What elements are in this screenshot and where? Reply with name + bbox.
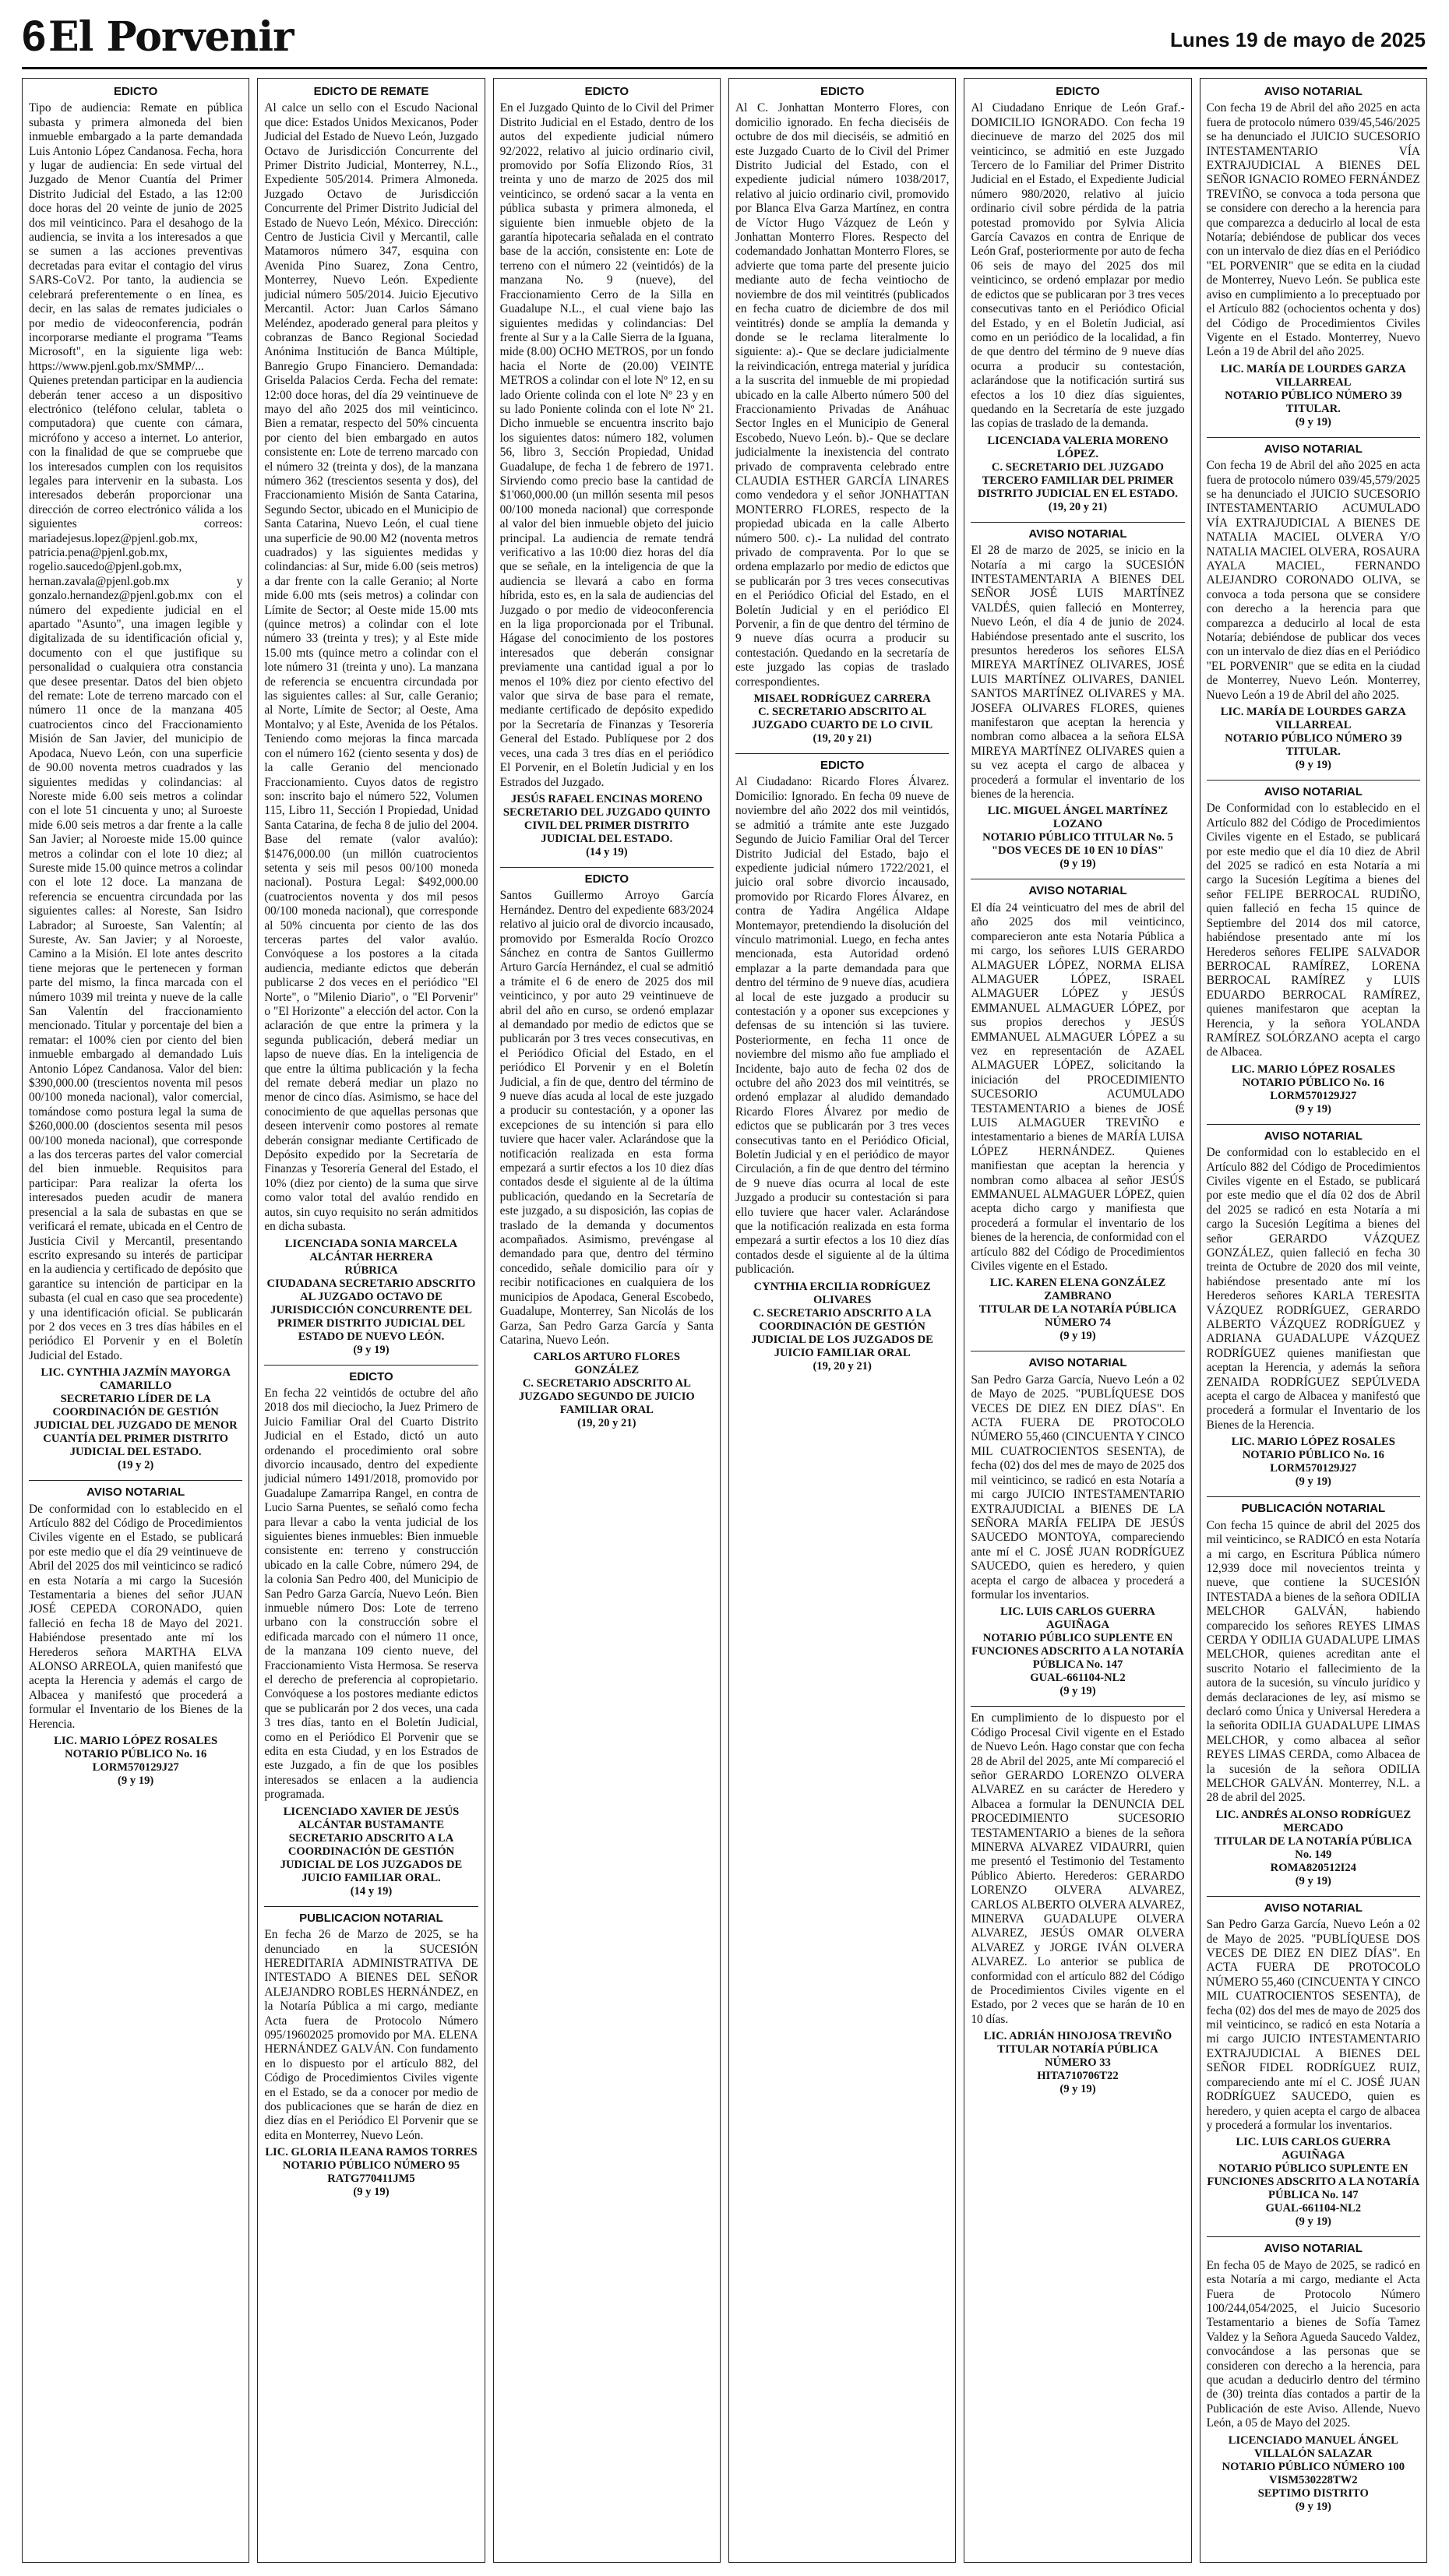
- signature-line: (9 y 19): [118, 1774, 154, 1788]
- notice-body: Al Ciudadano Enrique de León Graf.- DOMICILIO IGNORADO. Con fecha 19 diecinueve de marzo del 2025 dos mil veinticinco, se admitió en este Juzgado Tercero de lo Familiar del Primer Distrito Judicial en el Estado, el Expediente Judicial número 980/2020, relativo al juicio ordinario civil sobre pérdida de la patria potestad promovido por Sylvia Alicia García Cavazos en contra de Enrique de León Graf, posteriormente por auto de fecha 06 seis de mayo del 2025 dos mil veinticinco, se ordenó emplazar por medio de edictos que se publicaran por 3 tres veces consecutivas tanto en el Periódico Oficial del Estado, y en el Boletín Judicial, así como en un periódico de la localidad, a fin de que dentro del término de 9 nueve días ocurra a producir su contestación, aclarándose que la notificación surtirá sus efectos a los 10 diez días siguientes, quedando en la Secretaría de este juzgado las copias de traslado de la demanda.: [971, 101, 1185, 431]
- notice-title: EDICTO: [584, 85, 629, 98]
- signature-line: LIC. MARÍA DE LOURDES GARZA VILLARREAL: [1220, 362, 1406, 389]
- signature-line: RÚBRICA: [344, 1263, 398, 1277]
- signature-line: LIC. CYNTHIA JAZMÍN MAYORGA CAMARILLO: [41, 1366, 231, 1393]
- signature-line: (9 y 19): [1295, 1874, 1331, 1887]
- notice: [29, 1485, 242, 1788]
- signature-line: NOTARIO PÚBLICO NÚMERO 39: [1225, 389, 1402, 402]
- notice-signature: [971, 805, 1184, 871]
- notice-title: AVISO NOTARIAL: [1028, 884, 1127, 898]
- notice-title: AVISO NOTARIAL: [1264, 85, 1363, 98]
- notice-signature: [1207, 706, 1420, 772]
- signature-line: VISM530228TW2: [1269, 2473, 1358, 2486]
- newspaper-name: El Porvenir: [48, 13, 294, 61]
- signature-line: CARLOS ARTURO FLORES GONZÁLEZ: [533, 1351, 681, 1377]
- column-4: [728, 78, 956, 2563]
- notice-signature: [735, 692, 949, 745]
- notice-body: De Conformidad con lo establecido en el Artículo 882 del Código de Procedimientos Civiles vigente en el Estado, se publicará por este medio que el día 10 diez de Abril del 2025 se radicó en esta Notaría a mi cargo la Sucesión Legítima a bienes del señor FELIPE BERROCAL RUDIÑO, quien falleció en fecha 15 quince de Septiembre del 2014 dos mil catorce, habiéndose presentado ante mí los Herederos señores FELIPE SALVADOR BERROCAL RAMÍREZ, LORENA BERROCAL RAMÍREZ y LUIS EDUARDO BERROCAL RAMÍREZ, quienes manifestaron que aceptan la Herencia, y la señora YOLANDA RAMÍREZ SOLÓRZANO acepta el cargo de Albacea.: [1206, 802, 1420, 1059]
- column-3: [493, 78, 721, 2563]
- notice-title: EDICTO: [820, 85, 865, 98]
- signature-line: C. SECRETARIO ADSCRITO AL JUZGADO SEGUNDO DE JUICIO FAMILIAR ORAL: [518, 1377, 695, 1417]
- signature-line: LIC. LUIS CARLOS GUERRA AGUIÑAGA: [1000, 1605, 1155, 1632]
- signature-line: (19, 20 y 21): [813, 1359, 872, 1373]
- notice-body: Con fecha 19 de Abril del año 2025 en acta fuera de protocolo número 039/45,579/2025 se ha denunciado el JUICIO SUCESORIO INTESTAMENTARIO ACUMULADO VÍA EXTRAJUDICIAL A BIENES DE NATALIA MACIEL OLVERA Y/O NATALIA MACIEL OLVERA, ROSAURA AYALA MACIEL, FERNANDO ALEJANDRO CORONADO OLIVA, se convoca a toda persona que se considere con derecho a la herencia para que comparezca a deducirlo al local de esta Notaría; debiéndose de publicar dos veces con un intervalo de diez días en el Periódico "EL PORVENIR" que se edita en la ciudad de Monterrey, Nuevo León. Monterrey, Nuevo León a 19 de Abril del año 2025.: [1206, 459, 1420, 702]
- notice-title: AVISO NOTARIAL: [1028, 527, 1127, 541]
- signature-line: NOTARIO PÚBLICO TITULAR No. 5: [982, 831, 1173, 844]
- signature-line: (14 y 19): [350, 1884, 393, 1898]
- signature-line: (9 y 19): [1059, 1685, 1096, 1698]
- signature-line: TITULAR NOTARÍA PÚBLICA NÚMERO 33: [997, 2043, 1158, 2070]
- signature-line: (19, 20 y 21): [577, 1417, 636, 1430]
- notice-divider: [1207, 780, 1420, 781]
- notices-columns: [22, 78, 1427, 2563]
- signature-line: RATG770411JM5: [327, 2173, 415, 2186]
- notice-divider: [500, 867, 714, 868]
- notice-title: AVISO NOTARIAL: [1264, 442, 1363, 456]
- signature-line: (14 y 19): [586, 845, 628, 858]
- signature-line: GUAL-661104-NL2: [1030, 1672, 1126, 1685]
- notice-signature: [1207, 363, 1420, 429]
- signature-line: JESÚS RAFAEL ENCINAS MORENO: [510, 792, 703, 805]
- signature-line: LICENCIADO MANUEL ÁNGEL VILLALÓN SALAZAR: [1228, 2433, 1398, 2460]
- notice-title: AVISO NOTARIAL: [1028, 1356, 1127, 1370]
- notice-signature: [264, 1806, 478, 1898]
- signature-line: LICENCIADO XAVIER DE JESÚS ALCÁNTAR BUSTAMANTE: [283, 1805, 460, 1831]
- notice-divider: [1207, 1896, 1420, 1897]
- signature-line: LORM570129J27: [1270, 1089, 1357, 1102]
- notice: [971, 884, 1184, 1343]
- notice-body: De conformidad con lo establecido en el Artículo 882 del Código de Procedimientos Civiles vigente en el Estado, se publicará por este medio que el día 02 dos de Abril del 2025 se radicó en esta Notaría a mi cargo la Sucesión Legítima a bienes del señor GERARDO VÁZQUEZ GONZÁLEZ, quien falleció en fecha 30 treinta de Octubre de 2020 dos mil veinte, habiéndose presentado ante mí los Herederos señores KARLA TERESITA VÁZQUEZ RODRÍGUEZ, GERARDO ALBERTO VÁZQUEZ RODRÍGUEZ y ADRIANA GUADALUPE VÁZQUEZ RODRÍGUEZ quienes manifiestan que aceptan la Herencia, y además la señora ZENAIDA RODRÍGUEZ SEPÚLVEDA acepta el cargo de Albacea y manifestó que procederá a formular el Inventario de los Bienes de la Herencia.: [1206, 1146, 1420, 1432]
- notice-signature: [1207, 1809, 1420, 1888]
- notice-divider: [264, 1365, 478, 1366]
- notice-signature: [971, 2030, 1184, 2096]
- notice-body: San Pedro Garza García, Nuevo León a 02 de Mayo de 2025. "PUBLÍQUESE DOS VECES DE DIEZ EN DIEZ DÍAS". En ACTA FUERA DE PROTOCOLO NÚMERO 55,460 (CINCUENTA Y CINCO MIL CUATROCIENTOS SESENTA), de fecha (02) dos del mes de mayo de 2025 dos mil veinticinco, se radicó en esta Notaría a mi cargo JUICIO INTESTAMENTARIO EXTRAJUDICIAL a BIENES DE LA SEÑORA MARÍA FELIPA DE JESÚS SAUCEDO MONTOYA, compareciendo ante mí el C. JOSÉ JUAN RODRÍGUEZ SAUCEDO, quien es heredero, y quien acepta el cargo de albacea y procederá a formular los inventarios.: [971, 1373, 1185, 1602]
- notice-divider: [735, 753, 949, 754]
- signature-line: TITULAR.: [1285, 745, 1341, 759]
- notice: [264, 85, 478, 1357]
- notice: [264, 1912, 478, 2200]
- notice-title: EDICTO: [349, 1369, 393, 1383]
- notice-body: Con fecha 15 quince de abril del 2025 dos mil veinticinco, se RADICÓ en esta Notaría a mi cargo, en Escritura Pública número 12,939 doce mil novecientos treinta y nueve, que contiene la SUCESIÓN INTESTADA a bienes de la señora ODILIA MELCHOR GALVÁN, habiendo comparecido los señores REYES LIMAS CERDA Y ODILIA GUADALUPE LIMAS MELCHOR, quienes acreditan ante el suscrito Notario el fallecimiento de la autora de la sucesión, su vínculo jurídico y demás declaraciones de ley, así mismo se declaró como Única y Universal Heredera a la señorita ODILIA GUADALUPE LIMAS MELCHOR, y como albacea al señor REYES LIMAS CERDA, como Albacea de la sucesión de la señora ODILIA MELCHOR GALVÁN. Monterrey, N.L. a 28 de abril del 2025.: [1206, 1518, 1420, 1805]
- notice-divider: [1207, 2236, 1420, 2237]
- signature-line: SEPTIMO DISTRITO: [1257, 2486, 1369, 2500]
- notice: [1207, 2242, 1420, 2513]
- signature-line: MISAEL RODRÍGUEZ CARRERA: [753, 692, 931, 706]
- signature-line: CIUDADANA SECRETARIO ADSCRITO AL JUZGADO OCTAVO DE JURISDICCIÓN CONCURRENTE DEL PRIMER DISTRITO JUDICIAL DEL ESTADO DE NUEVO LEÓN.: [266, 1277, 476, 1343]
- notice-body: En fecha 26 de Marzo de 2025, se ha denunciado en la SUCESIÓN HEREDITARIA ADMINISTRATIVA DE INTESTADO A BIENES DEL SEÑOR ALEJANDRO ROBLES HERNÁNDEZ, en la Notaría Pública a mi cargo, mediante Acta fuera de Protocolo Número 095/19602025 promovido por MA. ELENA HERNÁNDEZ GALVÁN. Con fundamento en lo dispuesto por el artículo 882, del Código de Procedimientos Civiles vigente en el Estado, se da a conocer por medio de dos publicaciones que se harán de diez en diez días en el Periódico El Porvenir que se edita en Monterrey, Nuevo León.: [264, 1928, 478, 2142]
- notice: [971, 1356, 1184, 1698]
- notice-signature: [971, 435, 1184, 514]
- notice: [29, 85, 242, 1472]
- signature-line: NOTARIO PÚBLICO SUPLENTE EN FUNCIONES ADSCRITO A LA NOTARÍA PÚBLICA No. 147: [1207, 2162, 1420, 2202]
- signature-line: LIC. MARIO LÓPEZ ROSALES: [1231, 1436, 1395, 1449]
- signature-line: LICENCIADA VALERIA MORENO LÓPEZ.: [987, 434, 1169, 460]
- notice-title: EDICTO: [1056, 85, 1100, 98]
- notice-signature: [500, 793, 714, 859]
- notice-title: PUBLICACIÓN NOTARIAL: [1241, 1502, 1386, 1516]
- signature-line: LIC. ANDRÉS ALONSO RODRÍGUEZ MERCADO: [1215, 1808, 1412, 1834]
- notice-signature: [735, 1281, 949, 1373]
- notice-signature: [971, 1605, 1184, 1698]
- notice-title: AVISO NOTARIAL: [1264, 1901, 1363, 1915]
- notice-title: EDICTO: [113, 85, 158, 98]
- signature-line: LIC. ADRIÁN HINOJOSA TREVIÑO: [983, 2030, 1172, 2043]
- notice-body: Al Ciudadano: Ricardo Flores Álvarez. Domicilio: Ignorado. En fecha 09 nueve de noviembre del año 2022 dos mil veintidós, se admitió a trámite ante este Juzgado Segundo de Juicio Familiar Oral del Tercer Distrito Judicial del Estado, bajo el expediente judicial número 1722/2021, el juicio oral sobre divorcio incausado, promovido por Ricardo Flores Álvarez, en contra de Yadira Angélica Aldape Montemayor, pretendiendo la disolución del vínculo matrimonial. Luego, en fecha antes mencionada, esta Autoridad ordenó emplazar a la parte demandada para que dentro del término de 9 nueve días, acudiera al local de este juzgado a producir su contestación y a oponer sus excepciones y defensas de su intención si las tuviere. Posteriormente, en fecha 11 once de noviembre del mismo año fue ampliado el Incidente, bajo auto de fecha 02 dos de octubre del año 2023 dos mil veintitrés, se ordenó emplazar al aludido demandado Ricardo Flores Álvarez por medio de edictos que se publicarán por 3 tres veces consecutivas tanto en el Periódico Oficial, Boletín Judicial y en el periódico de mayor Circulación, a fin de que dentro del término de 9 nueve días ocurra al local de este Juzgado a producir su contestación si para ello tuviere que hacer valer. Aclarándose que la notificación realizada en esta forma empezará a surtir efectos a los 10 diez días contados desde el siguiente al de la última publicación.: [735, 775, 950, 1277]
- notice-signature: [29, 1735, 242, 1788]
- notice-signature: [1207, 1063, 1420, 1116]
- signature-line: (9 y 19): [1295, 2215, 1331, 2229]
- signature-line: NOTARIO PÚBLICO NÚMERO 95: [282, 2159, 460, 2173]
- notice-title: AVISO NOTARIAL: [86, 1485, 185, 1499]
- notice-signature: [264, 2146, 478, 2199]
- signature-line: HITA710706T22: [1037, 2070, 1119, 2083]
- notice-body: Santos Guillermo Arroyo García Hernández. Dentro del expediente 683/2024 relativo al juicio oral de divorcio incausado, promovido por Esmeralda Rocío Orozco Sánchez en contra de Santos Guillermo Arturo García Hernández, el cual se admitió a trámite el 6 de enero de 2025 dos mil veinticinco, y por auto 29 veintinueve de abril del año en curso, se ordenó emplazar al demandado por medio de edictos que se publicarán por 3 tres veces consecutivas, en el Periódico Oficial del Estado, en el periódico El Porvenir y en el Boletín Judicial, a fin de que, dentro del término de 9 nueve días acuda al local de este juzgado a producir su contestación, y a oponer las excepciones de su intención si para ello tuviere que hacer valer. Aclarándose que la notificación realizada en esta forma empezará a surtir efectos a los 10 diez días contados desde el siguiente al de la última publicación, quedando en la Secretaría de este juzgado, a su disposición, las copias de traslado de la demanda y documentos acompañados. Asimismo, prevéngase al demandado para que, dentro del término concedido, señale domicilio para oír y recibir notificaciones en cualquiera de los municipios de Apodaca, General Escobedo, Guadalupe, Monterrey, San Nicolás de los Garza, San Pedro Garza García y Santa Catarina, Nuevo León.: [499, 889, 714, 1347]
- notice-body: Tipo de audiencia: Remate en pública subasta y primera almoneda del bien inmueble embargado a la parte demandada Luis Antonio López Candanosa. Fecha, hora y lugar de audiencia: En sede virtual del Juzgado de Menor Cuantía del Primer Distrito Judicial del Estado, a las 12:00 doce horas del 20 veinte de junio de 2025 dos mil veinticinco. Para el desahogo de la audiencia, se invita a los interesados a que se sumen a las acciones preventivas decretadas para evitar el contagio del virus SARS-CoV2. Por tanto, la audiencia se celebrará preferentemente o en línea, es decir, en las salas de remates judiciales o por medio de videoconferencia, podrán incorporarse mediante el programa "Teams Microsoft", en la siguiente liga web: https://www.pjenl.gob.mx/SMMP/... Quienes pretendan participar en la audiencia deberán tener acceso a un dispositivo electrónico (teléfono celular, tableta o computadora) que cuente con cámara, micrófono y acceso a internet. Lo anterior, con la finalidad de que se compruebe que los interesados cumplen con los requisitos legales para intervenir en la subasta. Los interesados deberán proporcionar una dirección de correo electrónico válida a los siguientes correos: mariadejesus.lopez@pjenl.gob.mx, patricia.pena@pjenl.gob.mx, rogelio.saucedo@pjenl.gob.mx, hernan.zavala@pjenl.gob.mx y gonzalo.hernandez@pjenl.gob.mx con el número del expediente judicial en el apartado "Asunto", una imagen legible y digitalizada de su identificación oficial y, documento con el que justifique su personalidad o cualquiera otra constancia que desee presentar. Datos del bien objeto del remate: Lote de terreno marcado con el número 11 once de la manzana 405 cuatrocientos cinco del Fraccionamiento Misión de San Javier, del municipio de Apodaca, Nuevo León, con una superficie de 90.00 noventa metros cuadrados y las siguientes medidas y colindancias: al Noreste mide 6.00 seis metros a colindar con el lote 51 cincuenta y uno; al Suroeste mide 6.00 seis metros a dar frente a la calle San Javier; al Noroeste mide 15.00 quince metros a colindar con el lote 10 diez; al Sureste mide 15.00 quince metros a colindar con el lote 12 doce. La manzana de referencia se encuentra circundada por las siguientes calles: al Noreste, San Isidro Labrador; al Suroeste, San Valentín; al Sureste, Av. San Javier; y al Noroeste, Camino a la Misión. El lote antes descrito tiene mejoras que le pertenecen y forman parte del mismo, la finca marcada con el número 1039 mil treinta y nueve de la calle San Valentín del fraccionamiento mencionado. Titular y porcentaje del bien a rematar: el 100% cien por ciento del bien inmueble embargado al demandado Luis Antonio López Candanosa. Valor del bien: $390,000.00 (trescientos noventa mil pesos 00/100 moneda nacional), valor comercial, tomándose como postura legal la suma de $260,000.00 (doscientos sesenta mil pesos 00/100 moneda nacional), que corresponde a las dos terceras partes del valor comercial del bien inmueble. Requisitos para participar: Para realizar la oferta los interesados pueden acudir de manera presencial a la sala de subastas en que se verificará el remate, ubicada en el Centro de Justicia Civil y Mercantil, presentando escrito expresando su interés de participar en la audiencia y certificado de depósito que garantice su intención de participar en la subasta (el cual en caso que sea procedente) y una identificación oficial. Se publicarán por 2 dos veces en 3 tres días hábiles en el periódico El Porvenir y en el Boletín Judicial del Estado.: [29, 101, 243, 1362]
- notice: [1207, 1502, 1420, 1888]
- column-1: [22, 78, 249, 2563]
- notice-body: Al C. Jonhattan Monterro Flores, con domicilio ignorado. En fecha dieciséis de octubre de dos mil dieciséis, se admitió en este Juzgado Cuarto de lo Civil del Primer Distrito Judicial del Estado, con el expediente judicial número 1038/2017, relativo al juicio ordinario civil, promovido por Blanca Elva Garza Martínez, en contra de Víctor Hugo Vázquez de León y Jonhattan Monterro Flores. Respecto del codemandado Jonhattan Monterro Flores, se advierte que toma parte del presente juicio mediante auto de fecha veintiocho de noviembre de dos mil veintitrés (publicados en fecha cuatro de diciembre de dos mil veintitrés) donde se amplía la demanda y donde se le reclama literalmente lo siguiente: a).- Que se declare judicialmente la reivindicación, entrega material y jurídica a la suscrita del inmueble de mi propiedad ubicado en la calle Alberto número 500 del Fraccionamiento Privadas de Anáhuac Sector Ingles en el Municipio de General Escobedo, Nuevo León. b).- Que se declare judicialmente la inexistencia del contrato privado de compraventa celebrado entre CLAUDIA ESTHER GARCÍA LINARES como vendedora y el señor JONHATTAN MONTERRO FLORES, respecto de la propiedad ubicada en la calle Alberto número 500. c).- La nulidad del contrato privado de compraventa. Por lo que se ordena emplazarlo por medio de edictos que se publicarán por 3 tres veces consecutivas en el Periódico Oficial del Estado, en el Boletín Judicial y en el periódico El Porvenir, a fin de que dentro del término de 9 nueve días ocurra a producir su contestación. Quedando en la secretaría de este juzgado las copias de traslado correspondientes.: [735, 101, 950, 689]
- signature-line: LICENCIADA SONIA MARCELA ALCÁNTAR HERRERA: [284, 1237, 458, 1263]
- notice-signature: [971, 1277, 1184, 1343]
- notice-signature: [1207, 2136, 1420, 2229]
- notice-body: Al calce un sello con el Escudo Nacional que dice: Estados Unidos Mexicanos, Poder Judicial del Estado de Nuevo León, Juzgado Octavo de Jurisdicción Concurrente del Primer Distrito Judicial, Monterrey, N.L., Expediente 505/2014. Primera Almoneda. Juzgado Octavo de Jurisdicción Concurrente del Primer Distrito Judicial del Estado de Nuevo León, México. Dirección: Centro de Justicia Civil y Mercantil, calle Matamoros número 347, esquina con Avenida Pino Suarez, Zona Centro, Monterrey, Nuevo León. Expediente judicial número 505/2014. Juicio Ejecutivo Mercantil. Actor: Juan Carlos Sámano Meléndez, apoderado general para pleitos y cobranzas de Banco Regional Sociedad Anónima Institución de Banca Múltiple, Banregio Grupo Financiero. Demandada: Griselda Palacios Cerda. Fecha del remate: 12:00 doce horas, del día 29 veintinueve de mayo del año 2025 dos mil veinticinco. Bien a rematar, respecto del 50% cincuenta por ciento del bien embargado en autos consistente en: Lote de terreno marcado con el número 32 (treinta y dos), de la manzana número 362 (trescientos sesenta y dos), del Fraccionamiento Misión de Santa Catarina, Segundo Sector, ubicado en el Municipio de Santa Catarina, Nuevo León, el cual tiene una superficie de 90.00 M2 (noventa metros cuadrados) y las siguientes medidas y colindancias: al Sur, mide 6.00 (seis metros) a dar frente con la calle Geranio; al Norte mide 6.00 mts (seis metros) a colindar con Límite de Sector; al Oeste mide 15.00 mts (quince metros) a colindar con el lote número 33 (treinta y tres); y al Este mide 15.00 mts (quince metro a colindar con el lote número 31 (treinta y uno). La manzana de referencia se encuentra circundada por las siguientes calles: al Sur, calle Geranio; al Norte, Límite de Sector; al Oeste, Ama Montalvo; y al Este, Avenida de los Pétalos. Teniendo como mejoras la finca marcada con el número 162 (ciento sesenta y dos) de la calle Geranio del mencionado Fraccionamiento. Cuyos datos de registro son: inscrito bajo el número 522, Volumen 115, Libro 11, Sección I Propiedad, Unidad Santa Catarina, de fecha 8 de julio del 2004. Base del remate (valor avalúo): $1476,000.00 (un millón cuatrocientos setenta y seis mil pesos 00/100 moneda nacional). Postura Legal: $492,000.00 (cuatrocientos noventa y dos mil pesos 00/100 moneda nacional), que corresponde al 50% cincuenta por ciento de las dos terceras partes del valor avalúo. Convóquese a los postores a la citada audiencia, mediante edictos que deberán publicarse 2 dos veces en el periódico "El Norte", o "Milenio Diario", o "El Porvenir" o "El Horizonte" a elección del actor. Con la aclaración de que entre la primera y la segunda publicación, deberá mediar un lapso de nueve días. En la inteligencia de que entre la última publicación y la fecha del remate deberá mediar un plazo no menor de cinco días. Asimismo, se hace del conocimiento de que aquellas personas que deseen intervenir como postores al remate deberán consignar mediante Certificado de Depósito expedido por la Secretaría de Finanzas y Tesorería General del Estado, el 10% (diez por ciento) de la suma que sirve como valor total del avalúo rendido en autos, sin cuyo requisito no serán admitidos en dicha subasta.: [264, 101, 478, 1234]
- notice: [971, 85, 1184, 514]
- signature-line: TITULAR.: [1285, 402, 1341, 415]
- signature-line: LIC. KAREN ELENA GONZÁLEZ ZAMBRANO: [989, 1277, 1166, 1303]
- signature-line: LORM570129J27: [92, 1761, 179, 1774]
- notice-body: En fecha 05 de Mayo de 2025, se radicó en esta Notaría a mi cargo, mediante el Acta Fuera de Protocolo Número 100/244,054/2025, el Juicio Sucesorio Testamentario a bienes de Sofía Tamez Valdez y la Señora Agueda Saucedo Valdez, convocándose a las personas que se consideren con derecho a la herencia, para que acudan a deducirlo dentro del término de (30) treinta días contados a partir de la Publicación de este Aviso. Allende, Nuevo León, a 05 de Mayo del 2025.: [1206, 2258, 1420, 2430]
- notice: [735, 85, 949, 745]
- signature-line: NOTARIO PÚBLICO SUPLENTE EN FUNCIONES ADSCRITO A LA NOTARÍA PÚBLICA No. 147: [971, 1632, 1184, 1672]
- column-2: [257, 78, 485, 2563]
- notice-body: En fecha 22 veintidós de octubre del año 2018 dos mil dieciocho, la Juez Primero de Juicio Familiar Oral del Cuarto Distrito Judicial en el Estado, dictó un auto ordenando el procedimiento oral sobre divorcio incausado, dentro del expediente judicial número 1491/2018, promovido por Guadalupe Zamarripa Rangel, en contra de Lucio Sarna Puentes, se señaló como fecha para llevar a cabo la venta judicial de los siguientes bienes inmuebles: Bien inmueble consistente en: terreno y construcción ubicado en la calle Cobre, número 294, de la colonia San Pedro 400, del Municipio de San Pedro Garza García, Nuevo León. Bien inmueble número Dos: Lote de terreno urbano con la construcción sobre el edificada marcado con el número 11 once, de la manzana 109 ciento nueve, del Fraccionamiento Vista Hermosa. Se reserva el derecho de preferencia al copropietario. Convóquese a los postores mediante edictos que se publicarán por 2 dos veces, una cada 3 tres días, tanto en el Boletín Judicial, como en el Periódico El Porvenir que se edita en esta Ciudad, y en los Estrados de este Juzgado, a fin de que los posibles interesados se enlacen a la audiencia programada.: [264, 1386, 478, 1802]
- notice-body: Con fecha 19 de Abril del año 2025 en acta fuera de protocolo número 039/45,546/2025 se ha denunciado el JUICIO SUCESORIO INTESTAMENTARIO VÍA EXTRAJUDICIAL A BIENES DEL SEÑOR IGNACIO ROMEO FERNÁNDEZ TREVIÑO, se convoca a toda persona que se considere con derecho a la herencia para que comparezca a deducirlo al local de esta Notaría; debiéndose de publicar dos veces con un intervalo de diez días en el Periódico "EL PORVENIR" que se edita en la ciudad de Monterrey, Nuevo León. Se publica este aviso en cumplimiento a lo preceptuado por el Artículo 882 (ochocientos ochenta y dos) del Código de Procedimientos Civiles Vigente en el Estado. Monterrey, Nuevo León a 19 de Abril del año 2025.: [1206, 101, 1420, 359]
- signature-line: C. SECRETARIO ADSCRITO A LA COORDINACIÓN DE GESTIÓN JUDICIAL DE LOS JUZGADOS DE JUICIO FAMILIAR ORAL: [751, 1306, 933, 1359]
- notice: [1207, 1129, 1420, 1489]
- signature-line: TITULAR DE LA NOTARÍA PÚBLICA No. 149: [1215, 1834, 1412, 1861]
- signature-line: LIC. MARÍA DE LOURDES GARZA VILLARREAL: [1220, 706, 1406, 732]
- notice-title: PUBLICACION NOTARIAL: [299, 1911, 443, 1925]
- signature-line: (9 y 19): [1295, 759, 1331, 772]
- signature-line: LIC. MIGUEL ÁNGEL MARTÍNEZ LOZANO: [987, 805, 1169, 831]
- notice: [735, 759, 949, 1373]
- notice-body: En el Juzgado Quinto de lo Civil del Primer Distrito Judicial en el Estado, dentro de los autos del expediente judicial número 92/2022, relativo al juicio ordinario civil, promovido por Sofía Elizondo Ríos, 31 treinta y uno de marzo de 2025 dos mil veinticinco, se ordenó sacar a la venta en pública subasta y primera almoneda, el siguiente bien inmueble objeto de la garantía hipotecaria señalada en el contrato base de la acción, consistente en: Lote de terreno con el número 22 (veintidós) de la manzana No. 9 (nueve), del Fraccionamiento Cerro de la Silla en Guadalupe N.L., el cual viene bajo las siguientes medidas y colindancias: Del frente al Sur y a la Calle Sierra de la Iguana, mide (8.00) OCHO METROS, por un fondo hacia el Norte de (20.00) VEINTE METROS a colindar con el lote Nº 12, en su lado Oriente colinda con el lote Nº 23 y en su lado Poniente colinda con el lote Nº 21. Dicho inmueble se encuentra inscrito bajo los siguientes datos: número 182, volumen 56, libro 3, Sección Propiedad, Unidad Guadalupe, de fecha 1 de febrero de 1971. Sirviendo como precio base la cantidad de $1'060,000.00 (un millón sesenta mil pesos 00/100 moneda nacional) que corresponde al valor del bien inmueble objeto del juicio principal. La audiencia de remate tendrá verificativo a las 10:00 diez horas del día que se señale, en la inteligencia de que la audiencia se llevará a cabo en forma híbrida, esto es, en la sala de audiencias del Juzgado o por medio de videoconferencia en la liga proporcionada por el Tribunal. Hágase del conocimiento de los postores interesados que deberán consignar previamente una cantidad igual a por lo menos el 10% diez por ciento efectivo del valor que sirva de base para el remate, mediante certificado de depósito expedido por la Secretaría de Finanzas y Tesorería General del Estado. Publíquese por 2 dos veces, una cada 3 tres días en el periódico El Porvenir, en el Boletín Judicial y en los Estrados del Juzgado.: [499, 101, 714, 789]
- notice-title: AVISO NOTARIAL: [1264, 2242, 1363, 2256]
- notice-signature: [29, 1366, 242, 1472]
- signature-line: LORM570129J27: [1270, 1462, 1357, 1475]
- signature-line: NOTARIO PÚBLICO No. 16: [1242, 1449, 1384, 1462]
- notice-title: AVISO NOTARIAL: [1264, 785, 1363, 799]
- signature-line: NOTARIO PÚBLICO NÚMERO 100: [1222, 2460, 1405, 2473]
- notice-signature: [1207, 2434, 1420, 2514]
- signature-line: (9 y 19): [1295, 1102, 1331, 1115]
- notice-signature: [264, 1238, 478, 1357]
- notice: [971, 527, 1184, 872]
- notice: [500, 85, 714, 859]
- notice-body: De conformidad con lo establecido en el Artículo 882 del Código de Procedimientos Civiles vigente en el Estado, se publicará por este medio que el día 29 veintinueve de Abril del 2025 dos mil veinticinco se radicó en esta Notaría a mi cargo la Sucesión Testamentaria a bienes del señor JUAN JOSÉ CEPEDA CORONADO, quien falleció en fecha 18 de Mayo del 2021. Habiéndose presentado ante mí los Herederos señora MARTHA ELVA ALONSO ARREOLA, quien manifestó que acepta la Herencia y además el cargo de Albacea y manifestó que procederá a formular el Inventario de los Bienes de la Herencia.: [29, 1502, 243, 1731]
- signature-line: LIC. MARIO LÓPEZ ROSALES: [54, 1735, 218, 1748]
- notice-divider: [264, 1906, 478, 1907]
- notice-signature: [500, 1351, 714, 1430]
- signature-line: C. SECRETARIO DEL JUZGADO TERCERO FAMILIAR DEL PRIMER DISTRITO JUDICIAL EN EL ESTADO.: [977, 460, 1178, 500]
- signature-line: (19, 20 y 21): [813, 732, 872, 745]
- signature-line: GUAL-661104-NL2: [1265, 2202, 1362, 2215]
- signature-line: LIC. MARIO LÓPEZ ROSALES: [1231, 1062, 1395, 1076]
- signature-line: (9 y 19): [1059, 1330, 1096, 1343]
- signature-line: NOTARIO PÚBLICO NÚMERO 39: [1225, 732, 1402, 745]
- column-5: [964, 78, 1191, 2563]
- signature-line: (9 y 19): [353, 1343, 390, 1356]
- signature-line: SECRETARIO LÍDER DE LA COORDINACIÓN DE GESTIÓN JUDICIAL DEL JUZGADO DE MENOR CUANTÍA DEL PRIMER DISTRITO JUDICIAL DEL ESTADO.: [33, 1393, 238, 1459]
- notice: [1207, 85, 1420, 429]
- notice-divider: [1207, 1124, 1420, 1125]
- signature-line: (9 y 19): [1295, 2500, 1331, 2513]
- signature-line: SECRETARIO DEL JUZGADO QUINTO CIVIL DEL PRIMER DISTRITO JUDICIAL DEL ESTADO.: [502, 805, 710, 845]
- signature-line: C. SECRETARIO ADSCRITO AL JUZGADO CUARTO DE LO CIVIL: [752, 706, 933, 732]
- signature-line: NOTARIO PÚBLICO No. 16: [1242, 1076, 1384, 1089]
- notice: [1207, 785, 1420, 1116]
- masthead-rule: [22, 67, 1427, 69]
- signature-line: SECRETARIO ADSCRITO A LA COORDINACIÓN DE GESTIÓN JUDICIAL DE LOS JUZGADOS DE JUICIO FAMILIAR ORAL.: [280, 1831, 463, 1884]
- signature-line: (9 y 19): [1059, 858, 1096, 871]
- signature-line: ROMA820512I24: [1270, 1861, 1356, 1874]
- notice-divider: [1207, 1496, 1420, 1497]
- notice-divider: [971, 522, 1184, 523]
- notice: [264, 1370, 478, 1898]
- notice: [1207, 1901, 1420, 2229]
- signature-line: (19, 20 y 21): [1048, 500, 1108, 513]
- signature-line: (9 y 19): [353, 2186, 390, 2199]
- issue-date: Lunes 19 de mayo de 2025: [1169, 28, 1426, 51]
- notice-title: AVISO NOTARIAL: [1264, 1129, 1363, 1143]
- signature-line: "DOS VECES DE 10 EN 10 DÍAS": [991, 844, 1165, 858]
- signature-line: LIC. LUIS CARLOS GUERRA AGUIÑAGA: [1236, 2136, 1391, 2162]
- notice-divider: [29, 1480, 242, 1481]
- notice-body: El día 24 veinticuatro del mes de abril del año 2025 dos mil veinticinco, comparecieron ante esta Notaría Pública a mi cargo, los señores LUIS GERARDO ALMAGUER LÓPEZ, NORMA ELISA ALMAGUER LÓPEZ, ISRAEL ALMAGUER LÓPEZ y JESÚS EMMANUEL ALMAGUER LÓPEZ, por sus propios derechos y JESÚS EMMANUEL ALMAGUER LÓPEZ a su vez en representación de AZAEL ALMAGUER LÓPEZ, solicitando la iniciación del PROCEDIMIENTO SUCESORIO ACUMULADO TESTAMENTARIO a bienes de JOSÉ LUIS ALMAGUER TREVIÑO e intestamentario a bienes de MARÍA LUISA LÓPEZ HERNÁNDEZ. Quienes manifiestan que aceptan la herencia y nombran como albacea al señor JESÚS EMMANUEL ALMAGUER LÓPEZ, quien acepta dicho cargo y manifiesta que procederá a formular el inventario de los bienes de la herencia, de conformidad con el artículo 882 del Código de Procedimientos Civiles vigente en el Estado.: [971, 900, 1185, 1274]
- signature-line: LIC. GLORIA ILEANA RAMOS TORRES: [265, 2146, 478, 2159]
- notice-body: En cumplimiento de lo dispuesto por el Código Procesal Civil vigente en el Estado de Nuevo León. Hago constar que con fecha 28 de Abril del 2025, ante Mí compareció el señor GERARDO LORENZO OLVERA ALVAREZ en su carácter de Heredero y Albacea a formular la DENUNCIA DEL PROCEDIMIENTO SUCESORIO TESTAMENTARIO a bienes de la señora MINERVA ALVAREZ VIDAURRI, quien me presentó el Testimonio del Testamento Público Abierto. Herederos: GERARDO LORENZO OLVERA ALVAREZ, CARLOS ALBERTO OLVERA ALVAREZ, MINERVA GUADALUPE OLVERA ALVAREZ, JESÚS OMAR OLVERA ALVAREZ y JORGE IVÁN OLVERA ALVAREZ. Lo anterior se publica de conformidad con el artículo 882 del Código de Procedimientos Civiles vigente en el Estado, por 2 veces que se harán de 10 en 10 días.: [971, 1711, 1185, 2026]
- notice-divider: [971, 1706, 1184, 1707]
- notice-title: EDICTO DE REMATE: [313, 85, 429, 98]
- signature-line: CYNTHIA ERCILIA RODRÍGUEZ OLIVARES: [753, 1280, 931, 1306]
- notice-signature: [1207, 1436, 1420, 1489]
- notice-title: EDICTO: [820, 759, 865, 773]
- signature-line: (9 y 19): [1295, 415, 1331, 428]
- notice-body: El 28 de marzo de 2025, se inicio en la Notaría a mi cargo la SUCESIÓN INTESTAMENTARIA A BIENES DEL SEÑOR JOSÉ LUIS MARTÍNEZ VALDÉS, quien falleció en Monterrey, Nuevo León, el día 4 de junio de 2024. Habiéndose presentado ante el suscrito, los presuntos herederos los señores ELSA MIREYA MARTÍNEZ OLIVARES, JOSÉ LUIS MARTÍNEZ OLIVARES, DANIEL SANTOS MARTÍNEZ OLIVARES y MA. JOSEFA OLIVARES FLORES, quienes manifestaron que aceptan la herencia y nombran como albacea a la señora ELSA MIREYA MARTÍNEZ OLIVARES quien a su vez acepta el cargo de albacea y procederá a formular el inventario de los bienes de la herencia.: [971, 544, 1185, 802]
- column-6: [1200, 78, 1427, 2563]
- notice-divider: [1207, 437, 1420, 438]
- notice-body: San Pedro Garza García, Nuevo León a 02 de Mayo de 2025. "PUBLÍQUESE DOS VECES DE DIEZ EN DIEZ DÍAS". En ACTA FUERA DE PROTOCOLO NÚMERO 55,460 (CINCUENTA Y CINCO MIL CUATROCIENTOS SESENTA), de fecha (02) dos del mes de mayo de 2025 dos mil veinticinco, se radicó en esta Notaría a mi cargo JUICIO INTESTAMENTARIO EXTRAJUDICIAL A BIENES DEL SEÑOR FIDEL RODRÍGUEZ RUIZ, compareciendo ante mí el C. JOSÉ JUAN RODRÍGUEZ SAUCEDO, quien es heredero, y quien acepta el cargo de albacea y procederá a formular los inventarios.: [1206, 1918, 1420, 2132]
- notice: [1207, 442, 1420, 772]
- signature-line: (9 y 19): [1295, 1475, 1331, 1489]
- notice: [971, 1711, 1184, 2096]
- signature-line: (19 y 2): [118, 1459, 154, 1472]
- notice: [500, 872, 714, 1430]
- page-number: 6: [22, 11, 47, 60]
- masthead: [0, 0, 1449, 72]
- signature-line: (9 y 19): [1059, 2083, 1096, 2096]
- signature-line: TITULAR DE LA NOTARÍA PÚBLICA NÚMERO 74: [978, 1303, 1177, 1330]
- notice-title: EDICTO: [584, 872, 629, 886]
- signature-line: NOTARIO PÚBLICO No. 16: [65, 1748, 207, 1761]
